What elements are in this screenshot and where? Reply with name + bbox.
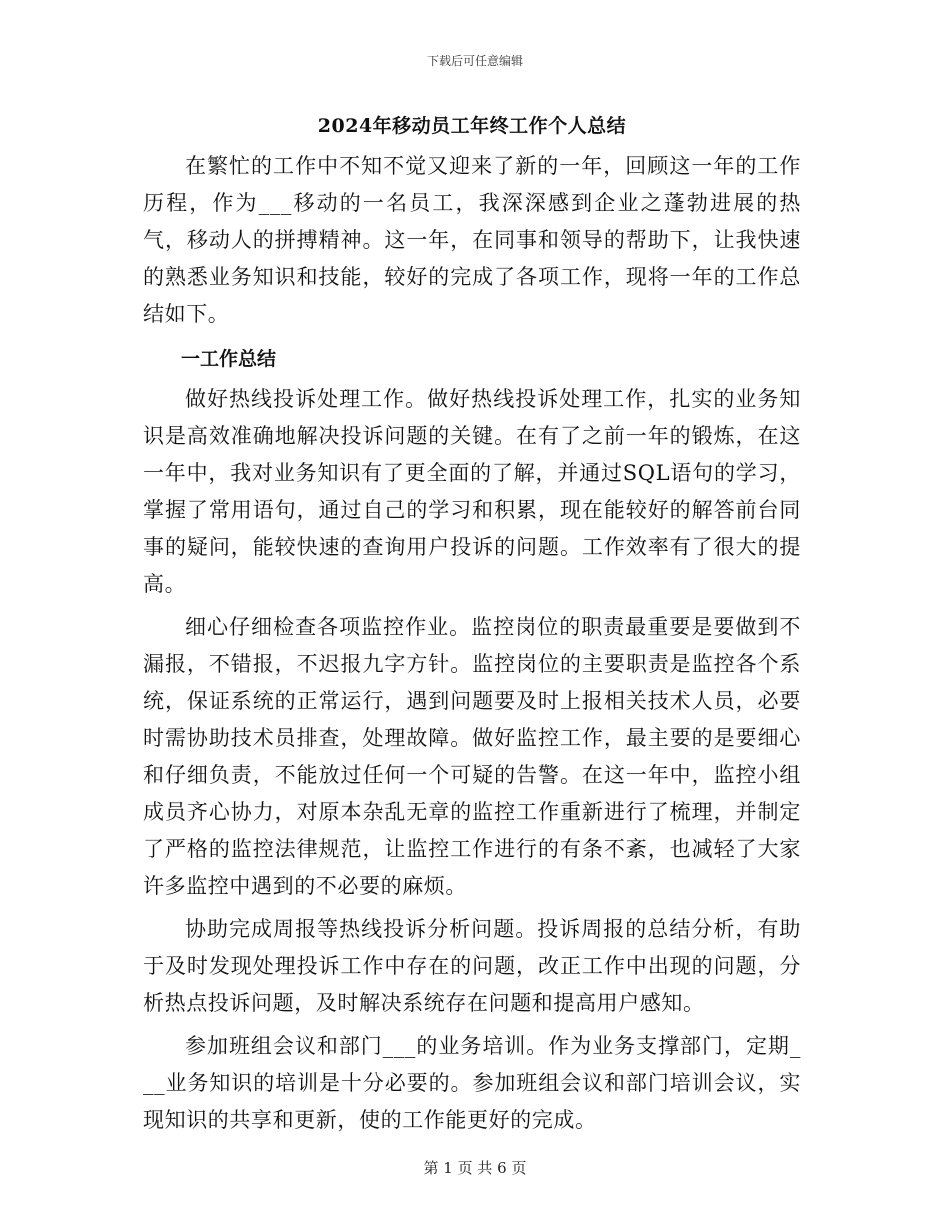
paragraph-hotline-complaints: 做好热线投诉处理工作。做好热线投诉处理工作，扎实的业务知识是高效准确地解决投诉问题的关键。在有了之前一年的锻炼，在这一年中，我对业务知识有了更全面的了解，并通过SQL语句的学习，掌握了常用语句，通过自己的学习和积累，现在能较好的解答前台同事的疑问，能较快速的查询用户投诉的问题。工作效率有了很大的提高。 — [143, 387, 801, 596]
document-title: 2024年移动员工年终工作个人总结 — [317, 115, 627, 137]
page-number: 第 1 页 共 6 页 — [423, 1159, 527, 1177]
paragraph-monitoring: 细心仔细检查各项监控作业。监控岗位的职责最重要是要做到不漏报，不错报，不迟报九字方针。监控岗位的主要职责是监控各个系统，保证系统的正常运行，遇到问题要及时上报相关技术人员，必要时需协助技术员排查，处理故障。做好监控工作，最主要的是要细心和仔细负责，不能放过任何一个可疑的告警。在这一年中，监控小组成员齐心协力，对原本杂乱无章的监控工作重新进行了梳理，并制定了严格的监控法律规范，让监控工作进行的有条不紊，也减轻了大家许多监控中遇到的不必要的麻烦。 — [143, 615, 801, 898]
page-header-note: 下载后可任意编辑 — [426, 54, 523, 68]
paragraph-weekly-report: 协助完成周报等热线投诉分析问题。投诉周报的总结分析，有助于及时发现处理投诉工作中存在的问题，改正工作中出现的问题，分析热点投诉问题，及时解决系统存在问题和提高用户感知。 — [143, 917, 801, 1015]
paragraph-training: 参加班组会议和部门___的业务培训。作为业务支撑部门，定期___业务知识的培训是十分必要的。参加班组会议和部门培训会议，实现知识的共享和更新，使的工作能更好的完成。 — [143, 1034, 801, 1132]
document-body — [143, 108, 801, 1145]
section-heading: 一工作总结 — [181, 348, 277, 370]
intro-paragraph: 在繁忙的工作中不知不觉又迎来了新的一年，回顾这一年的工作历程，作为___移动的一名员工，我深深感到企业之蓬勃进展的热气，移动人的拼搏精神。这一年，在同事和领导的帮助下，让我快速的熟悉业务知识和技能，较好的完成了各项工作，现将一年的工作总结如下。 — [143, 154, 801, 326]
